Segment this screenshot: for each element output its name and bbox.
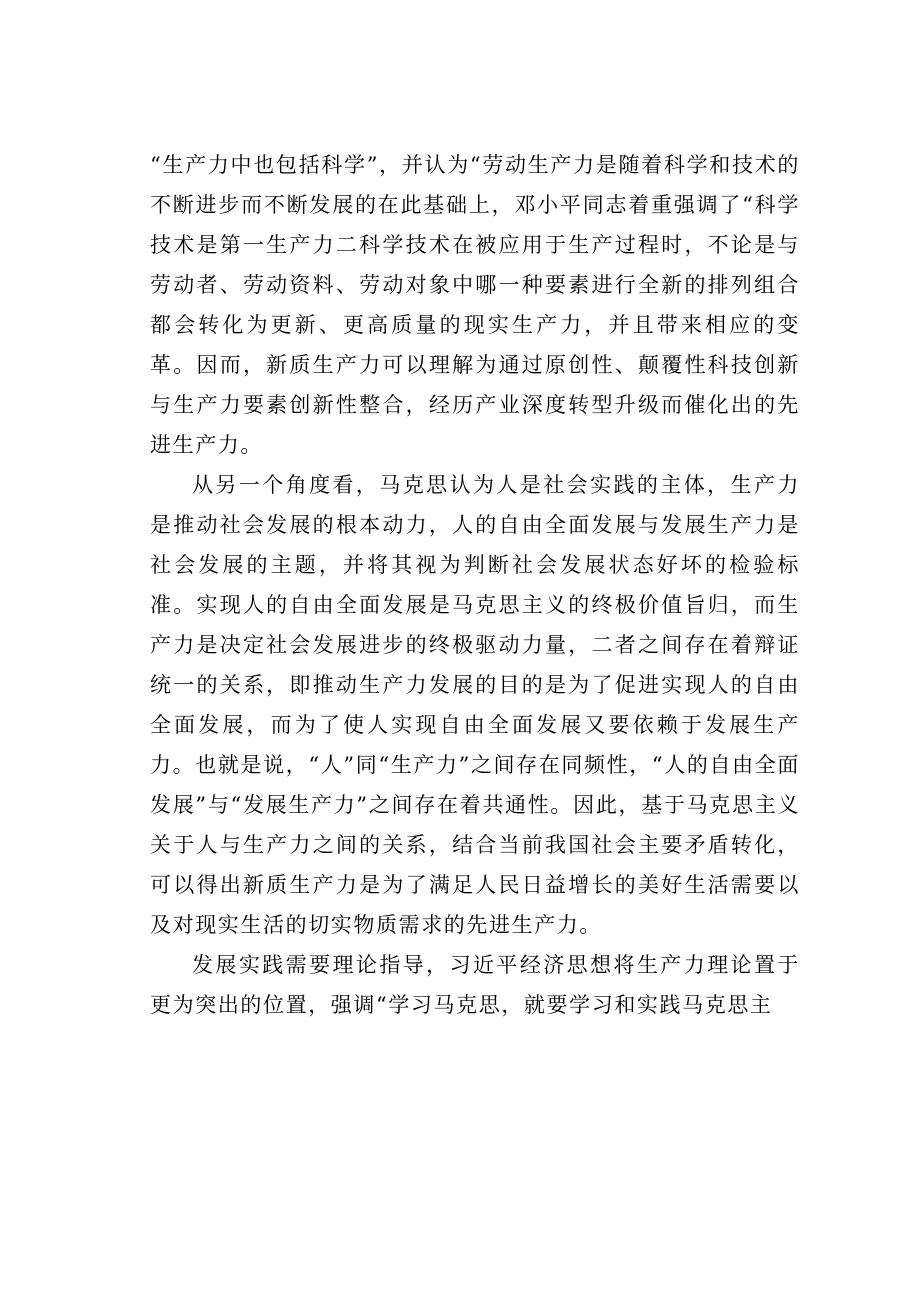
paragraph-3: 发展实践需要理论指导，习近平经济思想将生产力理论置于更为突出的位置，强调“学习马克思，就要学习和实践马克思主 xyxy=(150,953,800,1017)
paragraph-1: “生产力中也包括科学”，并认为“劳动生产力是随着科学和技术的不断进步而不断发展的在此基础上，邓小平同志着重强调了“科学技术是第一生产力二科学技术在被应用于生产过程时，不论是与劳动者、劳动资料、劳动对象中哪一种要素进行全新的排列组合都会转化为更新、更高质量的现实生产力，并且带来相应的变革。因而，新质生产力可以理解为通过原创性、颠覆性科技创新与生产力要素创新性整合，经历产业深度转型升级而催化出的先进生产力。 xyxy=(150,153,800,457)
paragraph-2: 从另一个角度看，马克思认为人是社会实践的主体，生产力是推动社会发展的根本动力，人的自由全面发展与发展生产力是社会发展的主题，并将其视为判断社会发展状态好坏的检验标准。实现人的自由全面发展是马克思主义的终极价值旨归，而生产力是决定社会发展进步的终极驱动力量，二者之间存在着辩证统一的关系，即推动生产力发展的目的是为了促进实现人的自由全面发展，而为了使人实现自由全面发展又要依赖于发展生产力。也就是说，“人”同“生产力”之间存在同频性，“人的自由全面发展”与“发展生产力”之间存在着共通性。因此，基于马克思主义关于人与生产力之间的关系，结合当前我国社会主要矛盾转化，可以得出新质生产力是为了满足人民日益增长的美好生活需要以及对现实生活的切实物质需求的先进生产力。 xyxy=(150,473,800,937)
document-page xyxy=(150,145,800,1025)
